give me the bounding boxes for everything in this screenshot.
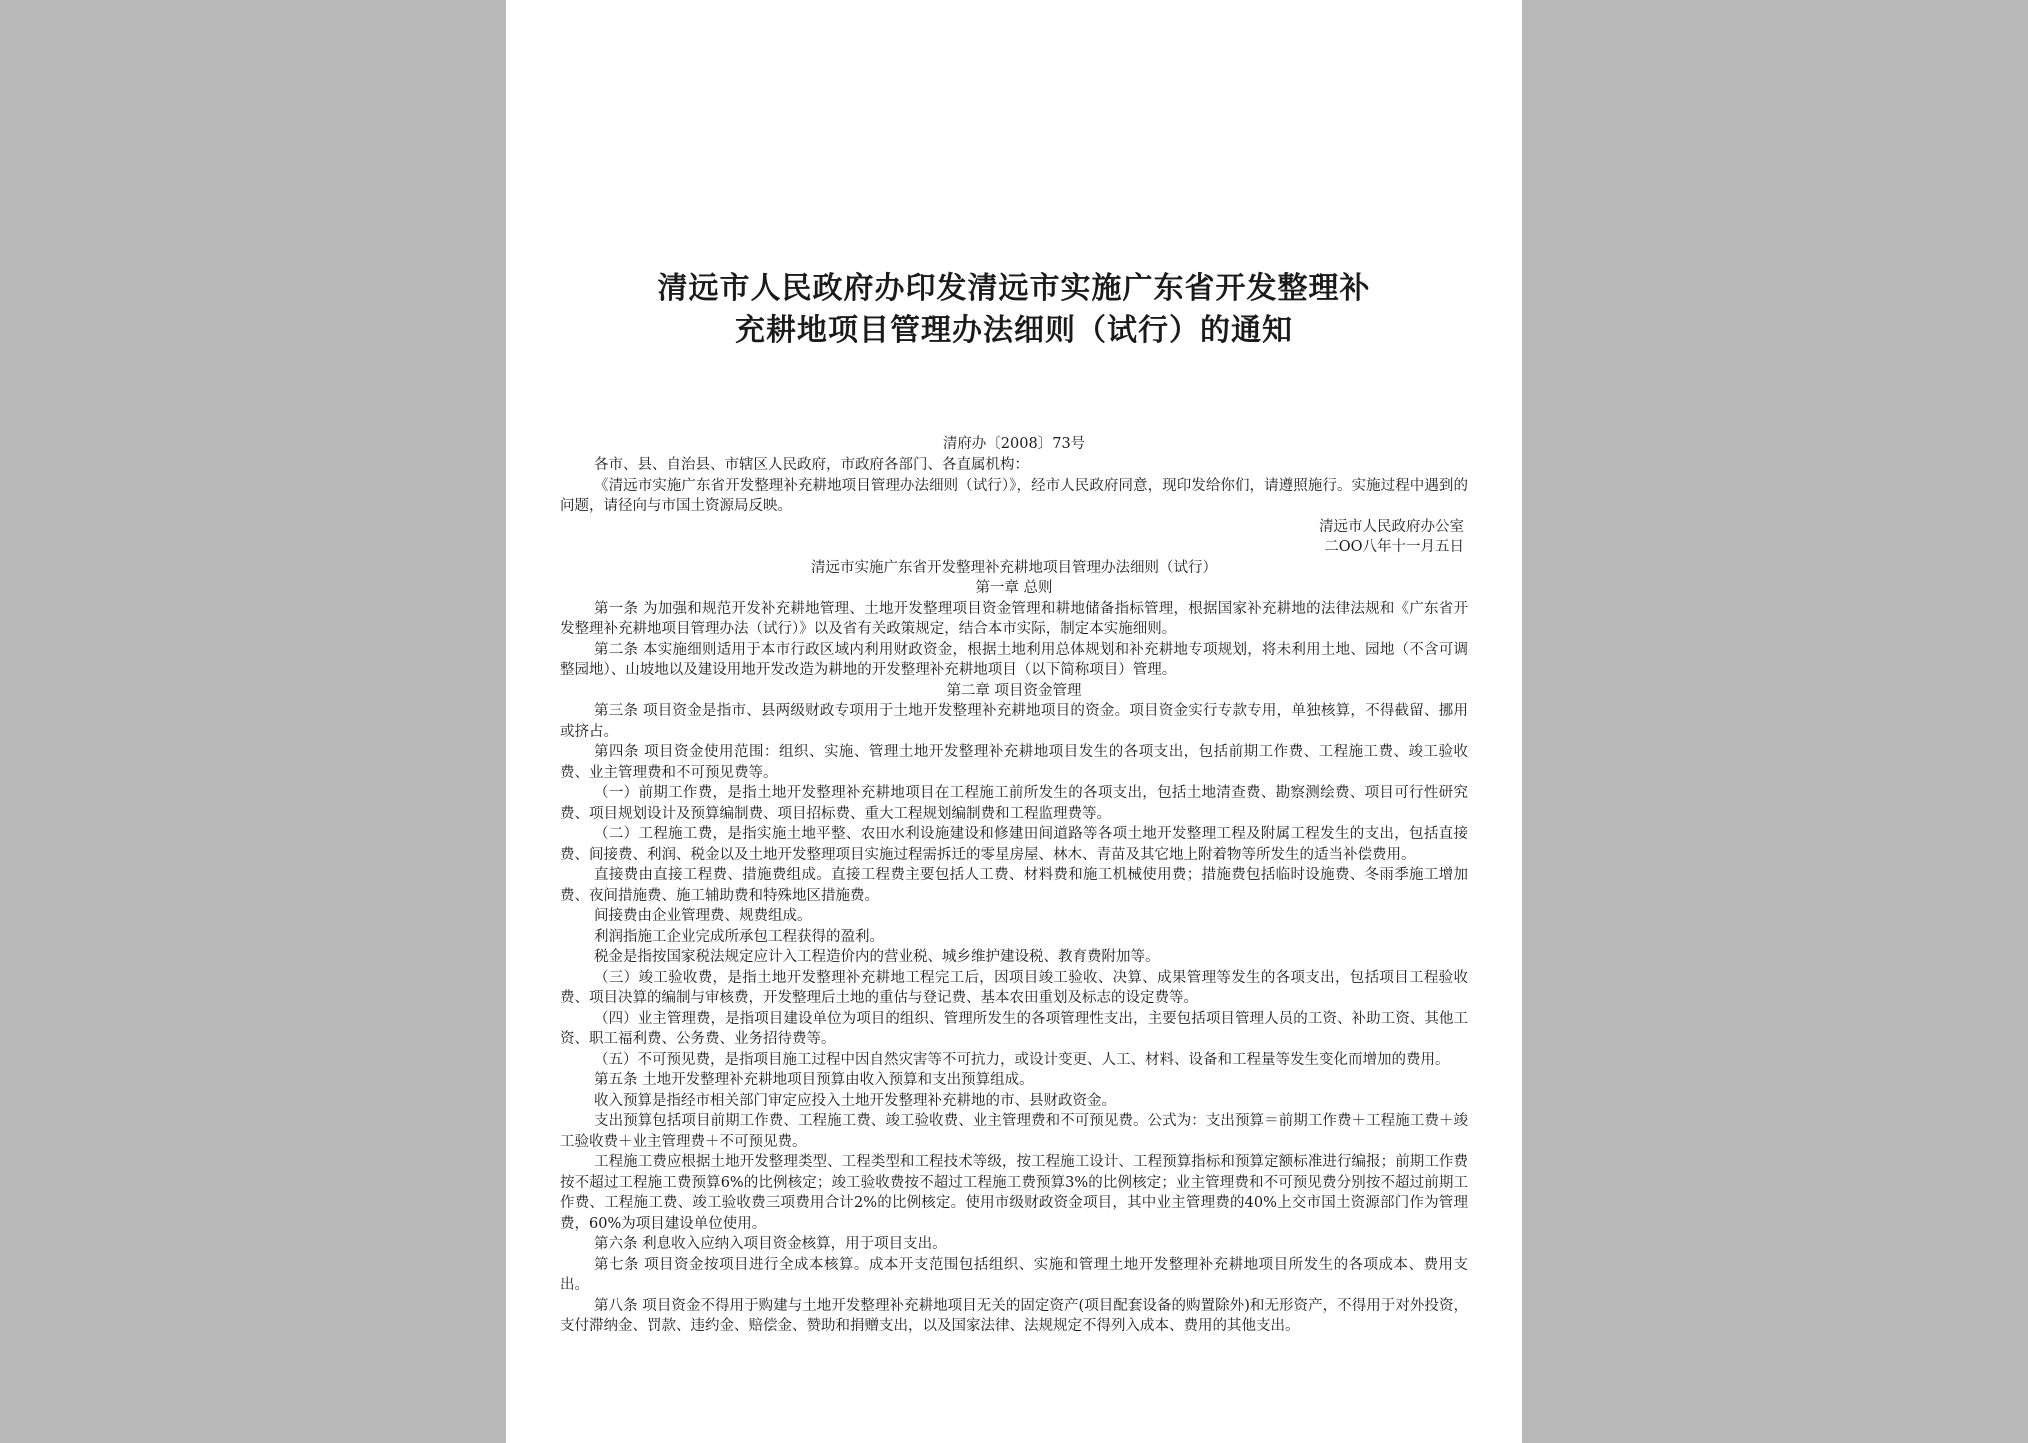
paragraph: 税金是指按国家税法规定应计入工程造价内的营业税、城乡维护建设税、教育费附加等。 xyxy=(594,949,1160,965)
rule-title: 清远市实施广东省开发整理补充耕地项目管理办法细则（试行） xyxy=(811,559,1217,576)
salutation: 各市、县、自治县、市辖区人民政府，市政府各部门、各直属机构： xyxy=(594,457,1029,473)
paragraph: （三）竣工验收费，是指土地开发整理补充耕地工程完工后，因项目竣工验收、决算、成果管理等发生的各项支出，包括项目工程验收费、项目决算的编制与审核费，开发整理后土地的重估与登记费、基本农田重划及标志的设定费等。 xyxy=(560,969,1468,1006)
document-body xyxy=(560,455,1468,1337)
paragraph: 第八条 项目资金不得用于购建与土地开发整理补充耕地项目无关的固定资产(项目配套设备的购置除外)和无形资产，不得用于对外投资，支付滞纳金、罚款、违约金、赔偿金、赞助和捐赠支出，以及国家法律、法规规定不得列入成本、费用的其他支出。 xyxy=(560,1297,1468,1334)
doc-number: 清府办〔2008〕73号 xyxy=(942,436,1086,452)
paragraph: （二）工程施工费，是指实施土地平整、农田水利设施建设和修建田间道路等各项土地开发整理工程及附属工程发生的支出，包括直接费、间接费、利润、税金以及土地开发整理项目实施过程需拆迁的零星房屋、林木、青苗及其它地上附着物等所发生的适当补偿费用。 xyxy=(560,826,1468,863)
paragraph: 第二条 本实施细则适用于本市行政区域内利用财政资金，根据土地利用总体规划和补充耕地专项规划，将未利用土地、园地（不含可调整园地）、山坡地以及建设用地开发改造为耕地的开发整理补充耕地项目（以下简称项目）管理。 xyxy=(560,641,1468,678)
paragraph: 第六条 利息收入应纳入项目资金核算，用于项目支出。 xyxy=(594,1236,947,1252)
paragraph: 利润指施工企业完成所承包工程获得的盈利。 xyxy=(594,928,884,945)
chapter-heading: 第一章 总则 xyxy=(975,580,1053,596)
title-line-2: 充耕地项目管理办法细则（试行）的通知 xyxy=(735,313,1293,348)
title-line-1: 清远市人民政府办印发清远市实施广东省开发整理补 xyxy=(657,271,1371,306)
intro-paragraph: 《清远市实施广东省开发整理补充耕地项目管理办法细则（试行）》，经市人民政府同意，现印发给你们，请遵照施行。实施过程中遇到的问题，请径向与市国土资源局反映。 xyxy=(560,477,1468,514)
chapter-heading: 第二章 项目资金管理 xyxy=(946,682,1082,699)
paragraph: 收入预算是指经市相关部门审定应投入土地开发整理补充耕地的市、县财政资金。 xyxy=(594,1092,1116,1109)
paragraph: （一）前期工作费，是指土地开发整理补充耕地项目在工程施工前所发生的各项支出，包括土地清查费、勘察测绘费、项目可行性研究费、项目规划设计及预算编制费、项目招标费、重大工程规划编制费和工程监理费等。 xyxy=(560,785,1468,822)
paragraph: 第五条 土地开发整理补充耕地项目预算由收入预算和支出预算组成。 xyxy=(594,1072,1034,1088)
paragraph: 支出预算包括项目前期工作费、工程施工费、竣工验收费、业主管理费和不可预见费。公式为：支出预算＝前期工作费＋工程施工费＋竣工验收费＋业主管理费＋不可预见费。 xyxy=(560,1113,1468,1150)
document-title xyxy=(560,268,1468,352)
paragraph: 第三条 项目资金是指市、县两级财政专项用于土地开发整理补充耕地项目的资金。项目资金实行专款专用，单独核算，不得截留、挪用或挤占。 xyxy=(560,703,1468,740)
paragraph: 直接费由直接工程费、措施费组成。直接工程费主要包括人工费、材料费和施工机械使用费；措施费包括临时设施费、冬雨季施工增加费、夜间措施费、施工辅助费和特殊地区措施费。 xyxy=(560,867,1468,904)
paragraph: 第七条 项目资金按项目进行全成本核算。成本开支范围包括组织、实施和管理土地开发整理补充耕地项目所发生的各项成本、费用支出。 xyxy=(560,1256,1468,1293)
paragraph: （五）不可预见费，是指项目施工过程中因自然灾害等不可抗力，或设计变更、人工、材料、设备和工程量等发生变化而增加的费用。 xyxy=(594,1051,1450,1068)
paragraph: 第四条 项目资金使用范围：组织、实施、管理土地开发整理补充耕地项目发生的各项支出，包括前期工作费、工程施工费、竣工验收费、业主管理费和不可预见费等。 xyxy=(560,744,1468,781)
paragraph: （四）业主管理费，是指项目建设单位为项目的组织、管理所发生的各项管理性支出，主要包括项目管理人员的工资、补助工资、其他工资、职工福利费、公务费、业务招待费等。 xyxy=(560,1010,1468,1047)
document-page xyxy=(506,0,1522,1443)
signature-date: 二OO八年十一月五日 xyxy=(1324,539,1464,555)
signature-org: 清远市人民政府办公室 xyxy=(1319,518,1464,535)
paragraph: 工程施工费应根据土地开发整理类型、工程类型和工程技术等级，按工程施工设计、工程预算指标和预算定额标准进行编报；前期工作费按不超过工程施工费预算6%的比例核定；竣工验收费按不超过工程施工费预算3%的比例核定；业主管理费和不可预见费分别按不超过前期工作费、工程施工费、竣工验收费三项费用合计2%的比例核定。使用市级财政资金项目，其中业主管理费的40%上交市国土资源部门作为管理费，60%为项目建设单位使用。 xyxy=(560,1154,1468,1232)
paragraph: 间接费由企业管理费、规费组成。 xyxy=(594,908,812,924)
paragraph: 第一条 为加强和规范开发补充耕地管理、土地开发整理项目资金管理和耕地储备指标管理，根据国家补充耕地的法律法规和《广东省开发整理补充耕地项目管理办法（试行）》以及省有关政策规定，结合本市实际，制定本实施细则。 xyxy=(560,600,1468,637)
